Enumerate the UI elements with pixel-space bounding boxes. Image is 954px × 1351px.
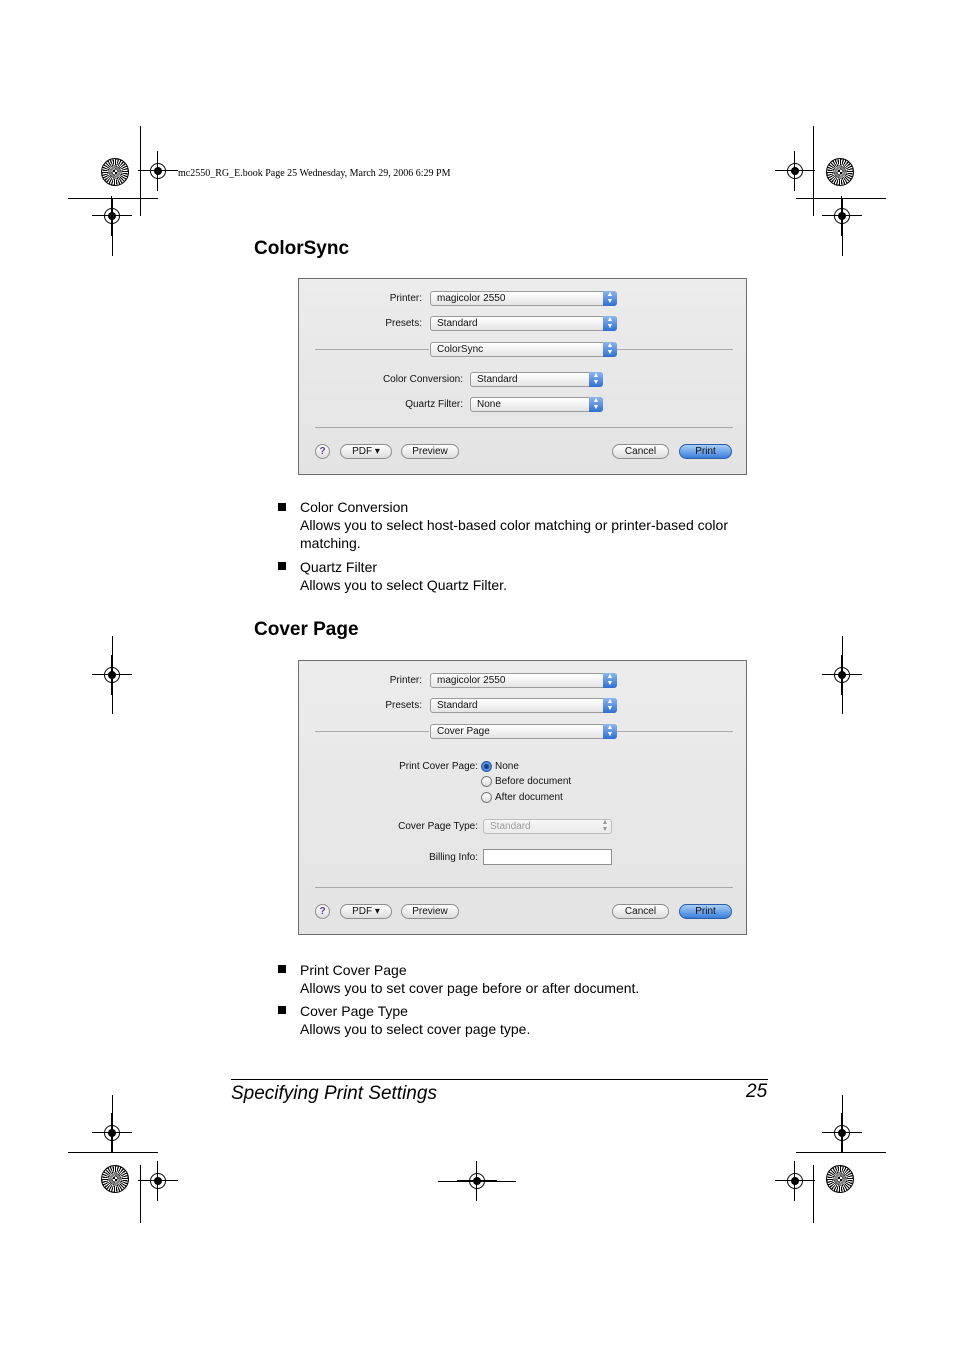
cover-page-type-label: Cover Page Type: — [398, 821, 478, 832]
print-button[interactable]: Print — [679, 904, 732, 919]
cover-page-type-select[interactable] — [483, 819, 612, 834]
stepper-arrows-icon: ▲ ▼ — [589, 397, 603, 412]
printer-select[interactable] — [430, 291, 617, 306]
list-item — [300, 961, 760, 997]
stepper-arrows-icon: ▲ ▼ — [603, 724, 617, 739]
printer-label: Printer: — [389, 675, 422, 686]
list-item — [300, 498, 760, 552]
preview-button[interactable]: Preview — [401, 444, 459, 459]
presets-select[interactable] — [430, 316, 617, 331]
color-conversion-label: Color Conversion: — [382, 374, 463, 385]
panel-select-value: ColorSync — [437, 344, 484, 355]
bullet-square-icon — [278, 965, 286, 973]
bullet-square-icon — [278, 1006, 286, 1014]
list-item — [300, 1002, 760, 1038]
radio-before-document-label: Before document — [495, 776, 572, 787]
printer-select-value: magicolor 2550 — [437, 293, 506, 304]
colorsync-dialog — [298, 278, 747, 475]
pdf-button[interactable]: PDF ▾ — [340, 444, 392, 459]
quartz-filter-label: Quartz Filter: — [405, 399, 463, 410]
cover-page-type-value: Standard — [490, 821, 531, 832]
registration-star-icon — [101, 158, 129, 186]
stepper-arrows-icon: ▲ ▼ — [603, 342, 617, 357]
page-number: 25 — [746, 1081, 768, 1102]
print-cover-page-label: Print Cover Page: — [399, 761, 478, 772]
registration-mark-icon — [147, 1170, 169, 1192]
registration-mark-icon — [147, 160, 169, 182]
radio-none[interactable] — [481, 761, 492, 772]
stepper-arrows-icon: ▲ ▼ — [601, 819, 609, 833]
radio-after-document-label: After document — [495, 792, 563, 803]
list-item-desc: Allows you to select cover page type. — [300, 1021, 531, 1037]
footer-rule — [231, 1079, 768, 1080]
billing-info-label: Billing Info: — [429, 852, 478, 863]
presets-label: Presets: — [385, 700, 422, 711]
list-item-desc: Allows you to set cover page before or after document. — [300, 980, 640, 996]
list-item-desc: Allows you to select host-based color matching or printer-based color matching. — [300, 517, 728, 551]
section-heading-cover-page: Cover Page — [254, 619, 359, 640]
quartz-filter-value: None — [477, 399, 501, 410]
print-button[interactable]: Print — [679, 444, 732, 459]
radio-none-label: None — [495, 761, 519, 772]
pdf-button[interactable]: PDF ▾ — [340, 904, 392, 919]
quartz-filter-select[interactable] — [470, 397, 603, 412]
help-button[interactable]: ? — [315, 904, 330, 919]
preview-button[interactable]: Preview — [401, 904, 459, 919]
panel-select[interactable] — [430, 724, 617, 739]
registration-mark-icon — [784, 160, 806, 182]
color-conversion-select[interactable] — [470, 372, 603, 387]
presets-select[interactable] — [430, 698, 617, 713]
list-item-desc: Allows you to select Quartz Filter. — [300, 577, 507, 593]
list-item-title: Print Cover Page — [300, 962, 407, 978]
radio-before-document[interactable] — [481, 776, 492, 787]
registration-star-icon — [826, 1165, 854, 1193]
bullet-square-icon — [278, 562, 286, 570]
stepper-arrows-icon: ▲ ▼ — [603, 291, 617, 306]
printer-label: Printer: — [389, 293, 422, 304]
radio-after-document[interactable] — [481, 792, 492, 803]
printer-select[interactable] — [430, 673, 617, 688]
cancel-button[interactable]: Cancel — [612, 444, 669, 459]
stepper-arrows-icon: ▲ ▼ — [603, 316, 617, 331]
stepper-arrows-icon: ▲ ▼ — [603, 673, 617, 688]
list-item — [300, 558, 760, 594]
presets-label: Presets: — [385, 318, 422, 329]
registration-mark-icon — [784, 1170, 806, 1192]
list-item-title: Quartz Filter — [300, 559, 378, 575]
stepper-arrows-icon: ▲ ▼ — [603, 698, 617, 713]
billing-info-input[interactable] — [483, 849, 612, 865]
book-header-note: mc2550_RG_E.book Page 25 Wednesday, March 29, 2006 6:29 PM — [178, 168, 451, 179]
help-button[interactable]: ? — [315, 444, 330, 459]
printer-select-value: magicolor 2550 — [437, 675, 506, 686]
panel-select-value: Cover Page — [437, 726, 490, 737]
list-item-title: Cover Page Type — [300, 1003, 408, 1019]
stepper-arrows-icon: ▲ ▼ — [589, 372, 603, 387]
registration-star-icon — [101, 1165, 129, 1193]
presets-select-value: Standard — [437, 700, 478, 711]
section-heading-colorsync: ColorSync — [254, 238, 350, 259]
cover-page-dialog — [298, 660, 747, 935]
list-item-title: Color Conversion — [300, 499, 409, 515]
footer-title: Specifying Print Settings — [231, 1083, 437, 1104]
color-conversion-value: Standard — [477, 374, 518, 385]
presets-select-value: Standard — [437, 318, 478, 329]
cancel-button[interactable]: Cancel — [612, 904, 669, 919]
panel-select[interactable] — [430, 342, 617, 357]
registration-star-icon — [826, 158, 854, 186]
bullet-square-icon — [278, 503, 286, 511]
